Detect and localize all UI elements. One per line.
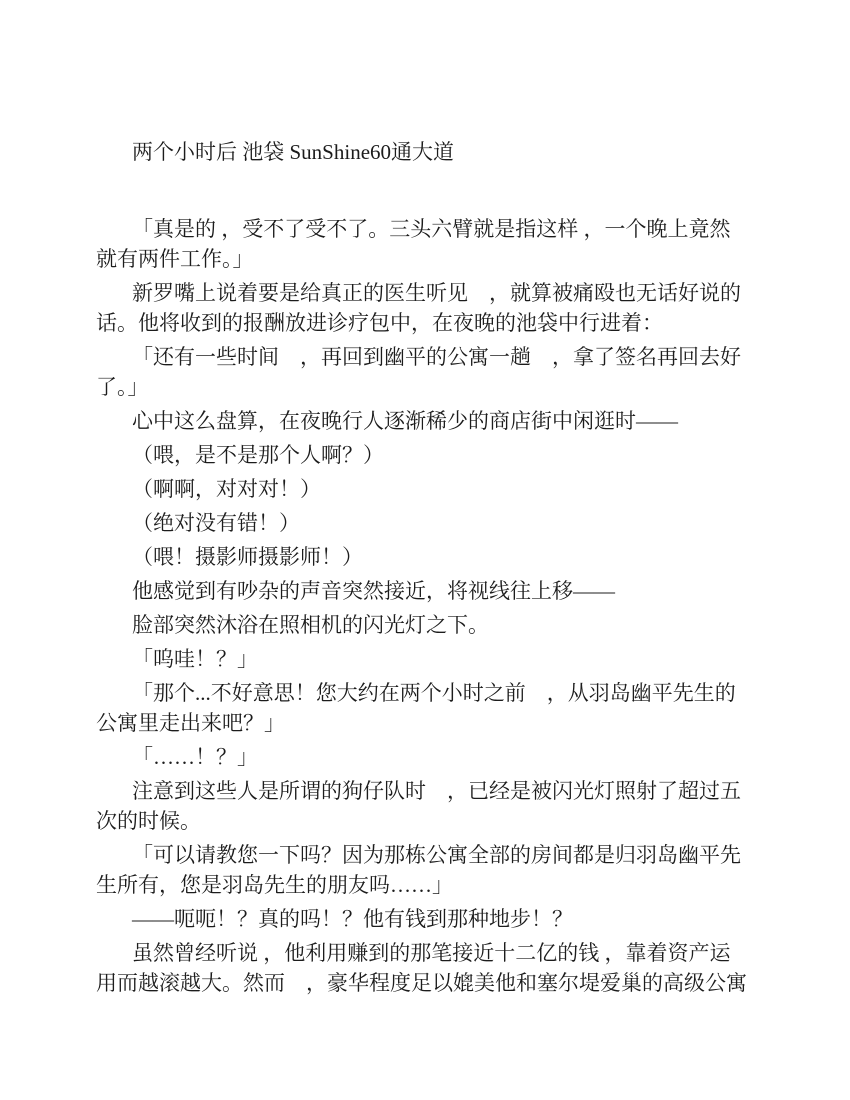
paragraph-line-first: 心中这么盘算，在夜晚行人逐渐稀少的商店街中闲逛时—— bbox=[132, 409, 678, 433]
paragraph bbox=[96, 440, 806, 470]
paragraph-line-first: 「呜哇！？」 bbox=[132, 647, 258, 671]
paragraph bbox=[96, 542, 806, 572]
paragraphs-container bbox=[96, 214, 806, 998]
paragraph-line: 生所有，您是羽岛先生的朋友吗……」 bbox=[96, 873, 453, 897]
paragraph bbox=[96, 214, 806, 274]
scene-header: 两个小时后 池袋 SunShine60通大道 bbox=[132, 140, 455, 164]
paragraph bbox=[96, 474, 806, 504]
paragraph-line-first: （喂！摄影师摄影师！） bbox=[132, 545, 363, 569]
paragraph bbox=[96, 776, 806, 836]
paragraph bbox=[96, 508, 806, 538]
paragraph bbox=[96, 342, 806, 402]
paragraph-line-first: 新罗嘴上说着要是给真正的医生听见 ，就算被痛殴也无话好说的 bbox=[132, 281, 741, 305]
paragraph-line: 公寓里走出来吧？」 bbox=[96, 711, 285, 735]
paragraph-line-first: （喂，是不是那个人啊？） bbox=[132, 443, 384, 467]
paragraph bbox=[96, 610, 806, 640]
paragraph bbox=[96, 938, 806, 998]
paragraph bbox=[96, 904, 806, 934]
paragraph bbox=[96, 576, 806, 606]
paragraph-line: 了。」 bbox=[96, 375, 149, 399]
paragraph-line: 用而越滚越大。然而 ，豪华程度足以媲美他和塞尔堤爱巢的高级公寓 bbox=[96, 971, 747, 995]
paragraph-line-first: 「还有一些时间 ，再回到幽平的公寓一趟 ，拿了签名再回去好 bbox=[132, 345, 741, 369]
paragraph-line-first: 注意到这些人是所谓的狗仔队时 ，已经是被闪光灯照射了超过五 bbox=[132, 779, 741, 803]
paragraph-line-first: 虽然曾经听说 ，他利用赚到的那笔接近十二亿的钱 ，靠着资产运 bbox=[132, 941, 731, 965]
paragraph bbox=[96, 644, 806, 674]
paragraph-line-first: 他感觉到有吵杂的声音突然接近，将视线往上移—— bbox=[132, 579, 615, 603]
text-block bbox=[96, 137, 806, 1002]
paragraph-line-first: 「那个...不好意思！您大约在两个小时之前 ，从羽岛幽平先生的 bbox=[132, 681, 736, 705]
paragraph bbox=[96, 406, 806, 436]
paragraph bbox=[96, 742, 806, 772]
paragraph-line-first: 「可以请教您一下吗？因为那栋公寓全部的房间都是归羽岛幽平先 bbox=[132, 843, 741, 867]
paragraph-line-first: 「真是的 ，受不了受不了。三头六臂就是指这样 ，一个晚上竟然 bbox=[132, 217, 731, 241]
paragraph bbox=[96, 840, 806, 900]
paragraph bbox=[96, 278, 806, 338]
paragraph-line-first: 「……！？」 bbox=[132, 745, 258, 769]
paragraph-line-first: ——呃呃！？真的吗！？他有钱到那种地步！？ bbox=[132, 907, 573, 931]
paragraph-line-first: （啊啊，对对对！） bbox=[132, 477, 321, 501]
paragraph-line: 次的时候。 bbox=[96, 809, 201, 833]
paragraph-line: 就有两件工作。」 bbox=[96, 247, 254, 271]
paragraph-line-first: 脸部突然沐浴在照相机的闪光灯之下。 bbox=[132, 613, 489, 637]
paragraph-line: 话。他将收到的报酬放进诊疗包中，在夜晚的池袋中行进着： bbox=[96, 311, 663, 335]
paragraph-line-first: （绝对没有错！） bbox=[132, 511, 300, 535]
paragraph bbox=[96, 678, 806, 738]
